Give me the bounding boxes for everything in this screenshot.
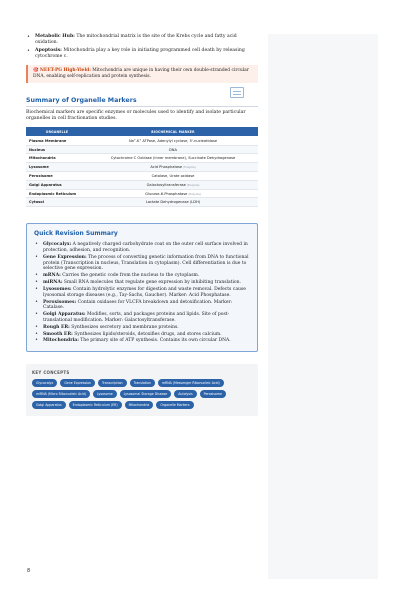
document-page xyxy=(26,34,258,416)
concept-tag[interactable]: Lysosomal Storage Disease xyxy=(120,390,172,398)
list-item: • Smooth ER: Synthesizes lipids/steroids, detoxifies drugs, and stores calcium. xyxy=(34,332,250,338)
concept-tag[interactable]: Translation xyxy=(130,379,155,387)
table-row xyxy=(26,172,258,181)
list-item: • mRNA: Carries the genetic code from the nucleus to the cytoplasm. xyxy=(34,273,250,279)
table-row xyxy=(26,198,258,207)
organelle-cell: Lysosome xyxy=(26,163,88,172)
key-concepts-box xyxy=(26,364,258,416)
list-item: • Golgi Apparatus: Modifies, sorts, and packages proteins and lipids. Site of post-translational modification. Marker: Galactosyltransferase. xyxy=(34,312,250,323)
section-title: Summary of Organelle Markers xyxy=(26,96,137,104)
concept-tag[interactable]: mRNA (Messenger Ribonucleic Acid) xyxy=(158,379,224,387)
key-concepts-title: KEY CONCEPTS xyxy=(32,370,70,376)
summary-title: Quick Revision Summary xyxy=(34,230,118,238)
table-row xyxy=(26,189,258,198)
table-row xyxy=(26,136,258,145)
list-item: • Lysosomes: Contain hydrolytic enzymes for digestion and waste removal. Defects cause lysosomal storage diseases (e.g., Tay-Sachs, Gaucher). Marker: Acid Phosphatase. xyxy=(34,287,250,298)
summary-list xyxy=(34,242,250,344)
page-number: 8 xyxy=(27,568,31,574)
section-divider xyxy=(26,106,258,107)
list-item: • Mitochondria: The primary site of ATP synthesis. Contains its own circular DNA. xyxy=(34,338,250,344)
organelle-cell: Endoplasmic Reticulum xyxy=(26,189,88,198)
marker-cell: Lactate Dehydrogenase (LDH) xyxy=(88,198,258,207)
concept-tag[interactable]: Glycocalyx xyxy=(32,379,57,387)
marker-cell: Catalase, Urate oxidase xyxy=(88,172,258,181)
list-item: • Apoptosis: Mitochondria play a key role in initiating programmed cell death by releasing cytochrome c. xyxy=(26,48,258,60)
list-item: • Metabolic Hub: The mitochondrial matrix is the site of the Krebs cycle and fatty acid oxidation. xyxy=(26,34,258,46)
marker-note: (Enzyme) xyxy=(188,192,201,196)
side-panel xyxy=(268,34,378,579)
marker-cell: Glucose-6-Phosphatase (Enzyme) xyxy=(88,189,258,198)
section-intro: Biochemical markers are specific enzymes or molecules used to identify and isolate particular organelles in cell fractionation studies. xyxy=(26,110,246,122)
marker-cell: Acid Phosphatase (Enzyme) xyxy=(88,163,258,172)
callout-text: Mitochondria are unique in having their own double-stranded circular DNA, enabling self-replication and protein synthesis. xyxy=(33,68,249,79)
marker-note: (Enzyme) xyxy=(187,183,200,187)
list-item: • Peroxisomes: Contain oxidases for VLCFA breakdown and detoxification. Marker: Catalase. xyxy=(34,300,250,311)
organelle-cell: Golgi Apparatus xyxy=(26,180,88,189)
quick-revision-box xyxy=(26,223,258,352)
table-row xyxy=(26,154,258,163)
organelle-cell: Mitochondria xyxy=(26,154,88,163)
concept-tag[interactable]: Lysosome xyxy=(93,390,117,398)
column-header-marker: BIOCHEMICAL MARKER xyxy=(88,127,258,136)
table-row xyxy=(26,163,258,172)
concept-tag-list xyxy=(32,379,252,409)
concept-tag[interactable]: Peroxisome xyxy=(200,390,226,398)
callout-tag: NEET-PG High-Yield: xyxy=(39,68,91,74)
table-header-row xyxy=(26,127,258,136)
list-item: • Rough ER: Synthesizes secretory and membrane proteins. xyxy=(34,325,250,331)
organelle-cell: Cytosol xyxy=(26,198,88,207)
marker-cell: Cytochrome C Oxidase (Inner membrane), Succinate Dehydrogenase xyxy=(88,154,258,163)
concept-tag[interactable]: Organelle Markers xyxy=(156,401,193,409)
concept-tag[interactable]: Mitochondria xyxy=(125,401,154,409)
list-item: • Gene Expression: The process of converting genetic information from DNA to functional protein (Transcription in nucleus, Translation in cytoplasm). Cell differentiation is due to selective gene expression. xyxy=(34,255,250,272)
table-icon xyxy=(230,87,244,98)
organelle-cell: Peroxisome xyxy=(26,172,88,181)
target-icon: 🎯 xyxy=(33,68,39,74)
organelle-cell: Nucleus xyxy=(26,145,88,154)
top-bullet-list xyxy=(26,34,258,60)
concept-tag[interactable]: miRNA (Micro Ribonucleic Acid) xyxy=(32,390,90,398)
marker-cell: Galactosyltransferase (Enzyme) xyxy=(88,180,258,189)
table-row xyxy=(26,145,258,154)
concept-tag[interactable]: Autolysis xyxy=(174,390,196,398)
marker-cell: Na⁺-K⁺ ATPase, Adenylyl cyclase, 5'-nucleotidase xyxy=(88,136,258,145)
organelle-marker-table xyxy=(26,127,258,207)
table-row xyxy=(26,180,258,189)
concept-tag[interactable]: Endoplasmic Reticulum (ER) xyxy=(69,401,122,409)
list-item: • miRNA: Small RNA molecules that regulate gene expression by inhibiting translation. xyxy=(34,280,250,286)
list-item: • Glycocalyx: A negatively charged carbohydrate coat on the outer cell surface involved in protection, adhesion, and recognition. xyxy=(34,242,250,253)
concept-tag[interactable]: Transcription xyxy=(98,379,127,387)
marker-note: (Enzyme) xyxy=(183,166,196,170)
marker-cell: DNA xyxy=(88,145,258,154)
organelle-cell: Plasma Membrane xyxy=(26,136,88,145)
column-header-organelle: ORGANELLE xyxy=(26,127,88,136)
concept-tag[interactable]: Gene Expression xyxy=(60,379,95,387)
concept-tag[interactable]: Golgi Apparatus xyxy=(32,401,66,409)
high-yield-callout xyxy=(26,65,258,83)
